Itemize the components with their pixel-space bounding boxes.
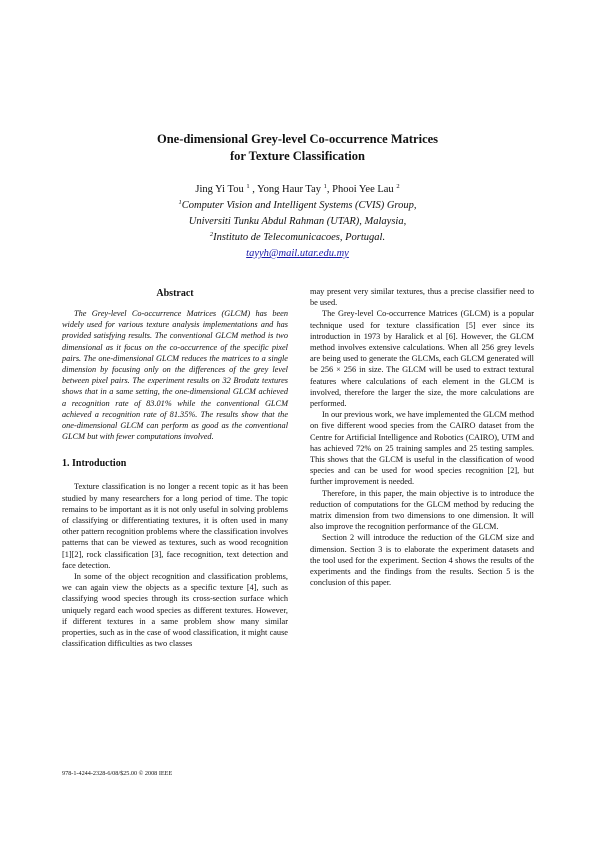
author-separator-1: ,: [249, 184, 258, 195]
intro-paragraph-4: In our previous work, we have implemented the GLCM method on five different wood species from the CAIRO dataset from the Centre for Artificial Intelligence and Robotics (CAIRO), UTM and has achieved 72% on 25 training samples and 25 testing samples. This shows that the GLCM is useful in the classification of wood species and can be used for wood species recognition [2], but further improvement is needed.: [310, 410, 534, 487]
intro-paragraph-3: The Grey-level Co-occurrence Matrices (GLCM) is a popular technique used for texture classification [5] ever since its introduction in 1973 by Haralick et al [6]. However, the GLCM method involves extensive calculations. When all 256 grey levels are being used to generate the GLCMs, each GLCM generated will be 256 × 256 in size. The GLCM will be used to extract textural features where calculations of each element in the GLCM is involved, therefore the larger the size, the more calculations are performed.: [310, 309, 534, 409]
author-1-affil-mark: 1: [246, 183, 250, 190]
intro-paragraph-2: In some of the object recognition and classification problems, we can again view the objects as a specific texture [4], such as classifying wood species through its cross-section surface which uniquely regard each wood species as different textures. However, if different textures in a same problem show many similar properties, such as in the case of wood classification, it might cause classification difficulties as two classes: [62, 572, 288, 649]
email-link[interactable]: tayyh@mail.utar.edu.my: [246, 248, 349, 259]
author-separator-2: ,: [326, 184, 333, 195]
author-names: [60, 182, 535, 198]
left-column: [62, 286, 288, 649]
affiliation-2-text: Instituto de Telecomunicacoes, Portugal.: [213, 232, 386, 243]
paper-title: [60, 131, 535, 165]
affiliation-1-mark: 1: [178, 199, 182, 206]
author-2-affil-mark: 1: [323, 183, 327, 190]
intro-paragraph-5: Therefore, in this paper, the main objective is to introduce the reduction of computations for the GLCM method by reducing the matrix dimension from two dimensions to one dimension. It will also improve the recognition performance of the GLCM.: [310, 488, 534, 532]
email-line: [60, 246, 535, 262]
affiliation-1-text: Computer Vision and Intelligent Systems (CVIS) Group,: [181, 200, 417, 211]
author-3-affil-mark: 2: [396, 183, 400, 190]
introduction-heading: 1. Introduction: [62, 458, 127, 470]
author-block: [60, 182, 535, 262]
intro-paragraph-6: Section 2 will introduce the reduction of the GLCM size and dimension. Section 3 is to elaborate the experiment datasets and the tool used for the experiment. Section 4 shows the results of the experiments and the findings from the results. Section 5 is the conclusion of this paper.: [310, 533, 534, 588]
abstract-heading: Abstract: [156, 288, 194, 299]
affiliation-1-line-1: [60, 198, 535, 214]
intro-paragraph-2-continued: may present very similar textures, thus a precise classifier need to be used.: [310, 287, 534, 308]
author-3: Phooi Yee Lau: [332, 184, 394, 195]
title-line-2: for Texture Classification: [230, 149, 365, 163]
author-1: Jing Yi Tou: [195, 184, 244, 195]
copyright-footer: 978-1-4244-2328-6/08/$25.00 © 2008 IEEE: [62, 770, 173, 777]
intro-paragraph-1: Texture classification is no longer a recent topic as it has been studied by many researchers for a long period of time. The topic remains to be important as it is not only useful in solving problems of classifying or differentiating textures, it is often used in many other pattern recognition problems where the classification involves patterns that can be viewed as textures, such as wood recognition [1][2], rock classification [3], face recognition, text detection and face detection.: [62, 482, 288, 570]
affiliation-1-line-2: Universiti Tunku Abdul Rahman (UTAR), Malaysia,: [188, 216, 407, 227]
affiliation-2-mark: 2: [209, 231, 214, 238]
title-line-1: One-dimensional Grey-level Co-occurrence Matrices: [156, 132, 439, 146]
right-column: [310, 286, 534, 588]
author-2: Yong Haur Tay: [257, 184, 322, 195]
abstract-text: The Grey-level Co-occurrence Matrices (GLCM) has been widely used for various texture analysis implementations and has provided satisfying results. The conventional GLCM method is two dimensional as it focus on the co-occurrence of the specific pixel pairs. The one-dimensional GLCM reduces the matrices to a single dimension by focusing only on the differences of the grey level between pixel pairs. The experiment results on 32 Brodatz textures shows that in a same setting, the one-dimensional GLCM achieved a recognition rate of 83.01% while the conventional GLCM achieved a recognition rate of 81.35%. The results show that the one-dimensional GLCM can perform as good as the conventional GLCM but with fewer computations involved.: [62, 309, 288, 442]
affiliation-2-line: [60, 230, 535, 246]
